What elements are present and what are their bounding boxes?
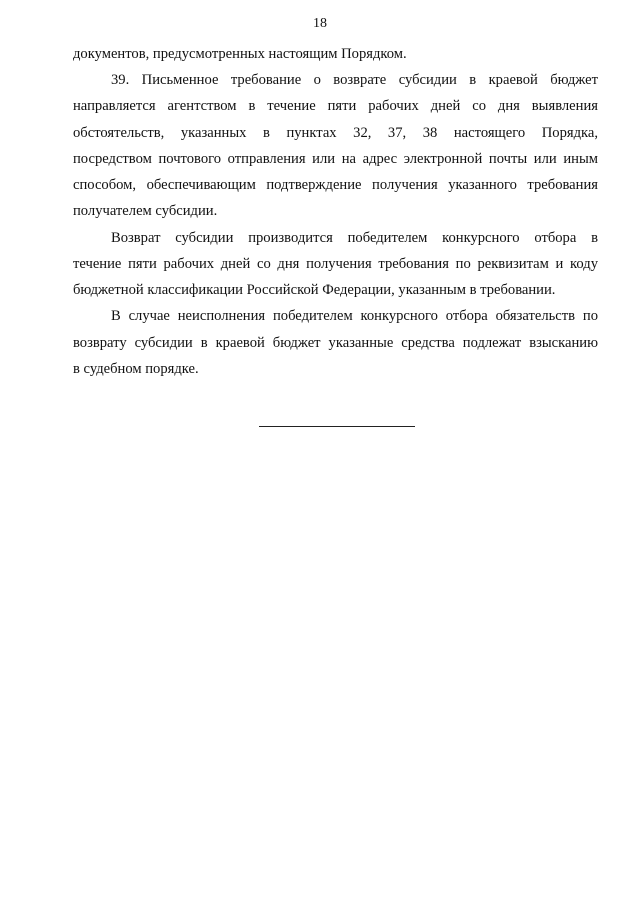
text-line: получателем субсидии. — [73, 203, 218, 219]
text-line: документов, предусмотренных настоящим Порядком. — [73, 46, 407, 62]
text-line: обстоятельств, указанных в пунктах 32, 37, 38 настоящего Порядка, — [73, 125, 598, 141]
text-line: направляется агентством в течение пяти рабочих дней со дня выявления — [73, 98, 598, 114]
text-line: 39. Письменное требование о возврате субсидии в краевой бюджет — [111, 72, 598, 88]
text-line: В случае неисполнения победителем конкурсного отбора обязательств по — [111, 308, 598, 324]
text-line: посредством почтового отправления или на адрес электронной почты или иным — [73, 151, 598, 167]
text-line: в судебном порядке. — [73, 361, 199, 377]
end-separator-line — [259, 426, 415, 427]
text-line: возврату субсидии в краевой бюджет указанные средства подлежат взысканию — [73, 335, 598, 351]
text-line: бюджетной классификации Российской Федерации, указанным в требовании. — [73, 282, 556, 298]
text-line: способом, обеспечивающим подтверждение получения указанного требования — [73, 177, 598, 193]
page-number: 18 — [313, 16, 327, 31]
text-line: течение пяти рабочих дней со дня получения требования по реквизитам и коду — [73, 256, 598, 272]
text-line: Возврат субсидии производится победителем конкурсного отбора в — [111, 230, 598, 246]
